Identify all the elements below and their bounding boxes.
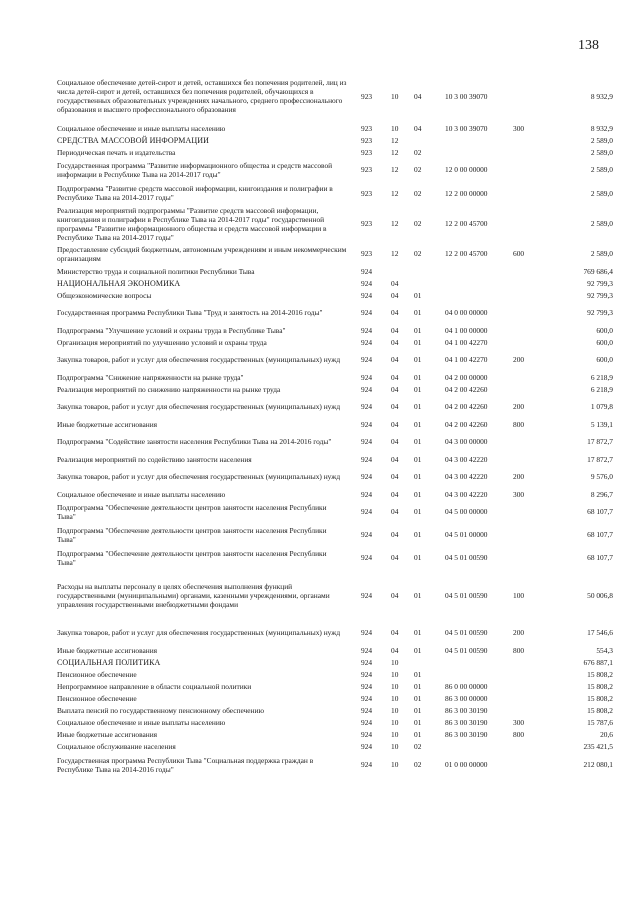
table-row xyxy=(57,465,617,488)
cell-rz: 10 xyxy=(391,693,399,703)
cell-sum: 92 799,3 xyxy=(587,290,613,300)
cell-sum: 1 079,8 xyxy=(590,402,613,411)
table-row xyxy=(57,752,617,777)
table-row xyxy=(57,728,617,740)
cell-name: Закупка товаров, работ и услуг для обеспечения государственных (муниципальных) нужд xyxy=(57,402,341,411)
table-row xyxy=(57,740,617,752)
cell-rz: 12 xyxy=(391,135,399,145)
cell-sum: 15 787,6 xyxy=(587,717,613,727)
cell-csr: 04 1 00 00000 xyxy=(445,325,488,335)
cell-ved: 924 xyxy=(361,693,373,703)
cell-name: Иные бюджетные ассигнования xyxy=(57,645,158,655)
cell-csr: 04 5 01 00000 xyxy=(445,530,488,539)
table-row xyxy=(57,656,617,668)
cell-name: Закупка товаров, работ и услуг для обеспечения государственных (муниципальных) нужд xyxy=(57,355,341,364)
cell-csr: 04 5 01 00590 xyxy=(445,553,488,562)
cell-sum: 15 808,2 xyxy=(587,681,613,691)
cell-pr: 01 xyxy=(414,337,422,347)
cell-sum: 2 589,0 xyxy=(590,135,613,145)
cell-csr: 86 3 00 00000 xyxy=(445,693,488,703)
cell-ved: 923 xyxy=(361,123,373,133)
cell-ved: 924 xyxy=(361,657,373,667)
cell-ved: 924 xyxy=(361,454,373,464)
cell-name: Пенсионное обеспечение xyxy=(57,669,137,679)
cell-name: Социальное обслуживание населения xyxy=(57,741,176,751)
cell-sum: 2 589,0 xyxy=(590,219,613,228)
cell-ved: 924 xyxy=(361,437,373,446)
cell-csr: 01 0 00 00000 xyxy=(445,760,488,769)
cell-rz: 12 xyxy=(391,147,399,157)
cell-pr: 01 xyxy=(414,553,422,562)
table-row xyxy=(57,453,617,465)
cell-name: Периодическая печать и издательства xyxy=(57,147,176,157)
cell-name: Государственная программа "Развитие информационного общества и средств массовой информации в Республике Тыва на 2014-2017 годы" xyxy=(57,160,333,179)
cell-rz: 10 xyxy=(391,741,399,751)
cell-pr: 01 xyxy=(414,729,422,739)
cell-ved: 923 xyxy=(361,135,373,145)
cell-sum: 8 296,7 xyxy=(590,489,613,499)
cell-csr: 04 2 00 42260 xyxy=(445,419,488,429)
cell-rz: 10 xyxy=(391,717,399,727)
cell-pr: 01 xyxy=(414,472,422,481)
table-row xyxy=(57,488,617,500)
cell-rz: 10 xyxy=(391,681,399,691)
cell-name: СОЦИАЛЬНАЯ ПОЛИТИКА xyxy=(57,657,161,667)
cell-csr: 04 5 01 00590 xyxy=(445,645,488,655)
cell-pr: 01 xyxy=(414,693,422,703)
cell-csr: 86 3 00 30190 xyxy=(445,717,488,727)
cell-pr: 02 xyxy=(414,249,422,258)
cell-rz: 04 xyxy=(391,384,399,394)
cell-ved: 924 xyxy=(361,337,373,347)
cell-rz: 04 xyxy=(391,454,399,464)
cell-name: Иные бюджетные ассигнования xyxy=(57,729,158,739)
cell-sum: 5 139,1 xyxy=(590,419,613,429)
cell-pr: 01 xyxy=(414,384,422,394)
cell-ved: 924 xyxy=(361,717,373,727)
table-row xyxy=(57,242,617,265)
cell-rz: 10 xyxy=(391,91,399,101)
cell-pr: 04 xyxy=(414,91,422,101)
table-row xyxy=(57,621,617,644)
cell-pr: 01 xyxy=(414,628,422,637)
page-number: 138 xyxy=(578,38,599,53)
cell-rz: 10 xyxy=(391,729,399,739)
cell-vr: 800 xyxy=(513,645,525,655)
cell-csr: 12 2 00 45700 xyxy=(445,249,488,258)
table-row xyxy=(57,70,617,122)
cell-ved: 924 xyxy=(361,290,373,300)
cell-ved: 924 xyxy=(361,530,373,539)
cell-rz: 04 xyxy=(391,372,399,382)
cell-sum: 600,0 xyxy=(596,325,613,335)
cell-rz: 04 xyxy=(391,355,399,364)
cell-rz: 10 xyxy=(391,760,399,769)
table-row xyxy=(57,546,617,569)
cell-sum: 600,0 xyxy=(596,337,613,347)
cell-name: Социальное обеспечение и иные выплаты населению xyxy=(57,717,226,727)
table-row xyxy=(57,301,617,324)
cell-name: Организация мероприятий по улучшению условий и охраны труда xyxy=(57,337,267,347)
cell-sum: 50 006,8 xyxy=(587,590,613,600)
cell-csr: 04 5 01 00590 xyxy=(445,590,488,600)
table-row xyxy=(57,289,617,301)
cell-ved: 923 xyxy=(361,219,373,228)
cell-csr: 04 2 00 42260 xyxy=(445,384,488,394)
cell-rz: 04 xyxy=(391,628,399,637)
cell-rz: 04 xyxy=(391,553,399,562)
cell-name: Подпрограмма "Содействие занятости населения Республики Тыва на 2014-2016 годы" xyxy=(57,437,332,446)
cell-sum: 212 080,1 xyxy=(583,760,613,769)
cell-csr: 04 5 01 00590 xyxy=(445,628,488,637)
cell-pr: 02 xyxy=(414,147,422,157)
cell-sum: 6 218,9 xyxy=(590,372,613,382)
cell-rz: 12 xyxy=(391,188,399,198)
cell-pr: 01 xyxy=(414,419,422,429)
cell-csr: 10 3 00 39070 xyxy=(445,91,488,101)
cell-pr: 01 xyxy=(414,402,422,411)
cell-rz: 12 xyxy=(391,249,399,258)
cell-csr: 86 3 00 30190 xyxy=(445,729,488,739)
table-row xyxy=(57,371,617,383)
cell-name: Социальное обеспечение и иные выплаты населению xyxy=(57,489,226,499)
cell-rz: 12 xyxy=(391,165,399,174)
cell-ved: 924 xyxy=(361,645,373,655)
cell-name: Государственная программа Республики Тыва "Социальная поддержка граждан в Республике Тыва на 2014-2016 годы" xyxy=(57,755,314,774)
cell-rz: 04 xyxy=(391,290,399,300)
cell-name: Государственная программа Республики Тыва "Труд и занятость на 2014-2016 годы" xyxy=(57,308,323,317)
cell-name: Закупка товаров, работ и услуг для обеспечения государственных (муниципальных) нужд xyxy=(57,472,341,481)
cell-pr: 01 xyxy=(414,290,422,300)
cell-name: НАЦИОНАЛЬНАЯ ЭКОНОМИКА xyxy=(57,278,181,288)
cell-vr: 600 xyxy=(513,249,525,258)
table-row xyxy=(57,430,617,453)
cell-ved: 924 xyxy=(361,355,373,364)
cell-rz: 04 xyxy=(391,325,399,335)
cell-sum: 769 686,4 xyxy=(583,266,613,276)
cell-sum: 2 589,0 xyxy=(590,249,613,258)
cell-csr: 04 3 00 00000 xyxy=(445,437,488,446)
cell-sum: 17 546,6 xyxy=(587,628,613,637)
cell-sum: 15 808,2 xyxy=(587,669,613,679)
cell-rz: 10 xyxy=(391,657,399,667)
cell-vr: 200 xyxy=(513,472,525,481)
cell-vr: 300 xyxy=(513,123,525,133)
cell-name: Закупка товаров, работ и услуг для обеспечения государственных (муниципальных) нужд xyxy=(57,628,341,637)
cell-rz: 04 xyxy=(391,419,399,429)
cell-csr: 86 3 00 30190 xyxy=(445,705,488,715)
cell-ved: 924 xyxy=(361,553,373,562)
cell-ved: 924 xyxy=(361,729,373,739)
table-row xyxy=(57,418,617,430)
cell-ved: 924 xyxy=(361,472,373,481)
cell-csr: 12 0 00 00000 xyxy=(445,165,488,174)
cell-name: Выплата пенсий по государственному пенсионному обеспечению xyxy=(57,705,264,715)
cell-rz: 04 xyxy=(391,645,399,655)
cell-vr: 100 xyxy=(513,590,525,600)
cell-sum: 8 932,9 xyxy=(590,123,613,133)
table-row xyxy=(57,395,617,418)
cell-sum: 6 218,9 xyxy=(590,384,613,394)
cell-name: Предоставление субсидий бюджетным, автономным учреждениям и иным некоммерческим организациям xyxy=(57,244,347,263)
cell-rz: 04 xyxy=(391,437,399,446)
table-row xyxy=(57,146,617,158)
cell-name: Расходы на выплаты персоналу в целях обеспечения выполнения функций государственными (муниципальными) органами, казенными учреждениями, органами управления государственными внебюджетными фондами xyxy=(57,581,330,609)
cell-name: Подпрограмма "Обеспечение деятельности центров занятости населения Республики Тыва" xyxy=(57,502,327,521)
cell-pr: 02 xyxy=(414,219,422,228)
table-row xyxy=(57,716,617,728)
cell-rz: 04 xyxy=(391,308,399,317)
cell-vr: 800 xyxy=(513,419,525,429)
budget-table xyxy=(57,70,617,777)
cell-vr: 800 xyxy=(513,729,525,739)
cell-name: Реализация мероприятий подпрограммы "Развитие средств массовой информации, книгоиздания и полиграфии в Республике Тыва на 2014-2017 годы" государственной программы "Развитие информационного общества и средств массовой информации в Республике Тыва на 2014-2017 годы" xyxy=(57,205,327,242)
cell-pr: 01 xyxy=(414,489,422,499)
cell-sum: 235 421,5 xyxy=(583,741,613,751)
cell-name: Иные бюджетные ассигнования xyxy=(57,419,158,429)
cell-name: Реализация мероприятий по снижению напряженности на рынке труда xyxy=(57,384,281,394)
cell-ved: 924 xyxy=(361,507,373,516)
table-row xyxy=(57,348,617,371)
cell-name: Подпрограмма "Снижение напряженности на рынке труда" xyxy=(57,372,244,382)
cell-csr: 04 3 00 42220 xyxy=(445,489,488,499)
cell-rz: 04 xyxy=(391,507,399,516)
cell-sum: 68 107,7 xyxy=(587,507,613,516)
cell-ved: 924 xyxy=(361,705,373,715)
cell-rz: 12 xyxy=(391,219,399,228)
cell-sum: 92 799,3 xyxy=(587,278,613,288)
table-row xyxy=(57,181,617,205)
cell-name: Подпрограмма "Улучшение условий и охраны труда в Республике Тыва" xyxy=(57,325,286,335)
cell-ved: 924 xyxy=(361,489,373,499)
table-row xyxy=(57,134,617,146)
cell-name: Непрограммное направление в области социальной политики xyxy=(57,681,252,691)
cell-pr: 02 xyxy=(414,760,422,769)
cell-csr: 04 3 00 42220 xyxy=(445,472,488,481)
cell-csr: 04 2 00 00000 xyxy=(445,372,488,382)
cell-pr: 01 xyxy=(414,507,422,516)
table-row xyxy=(57,523,617,546)
cell-pr: 01 xyxy=(414,590,422,600)
cell-name: Пенсионное обеспечение xyxy=(57,693,137,703)
cell-name: Подпрограмма "Развитие средств массовой информации, книгоиздания и полиграфии в Республике Тыва на 2014-2017 годы" xyxy=(57,184,333,202)
cell-vr: 200 xyxy=(513,628,525,637)
cell-csr: 12 2 00 00000 xyxy=(445,188,488,198)
cell-pr: 04 xyxy=(414,123,422,133)
cell-ved: 923 xyxy=(361,165,373,174)
cell-ved: 923 xyxy=(361,91,373,101)
cell-ved: 924 xyxy=(361,308,373,317)
table-row xyxy=(57,500,617,523)
cell-name: Общеэкономические вопросы xyxy=(57,290,152,300)
table-row xyxy=(57,383,617,395)
cell-ved: 924 xyxy=(361,669,373,679)
cell-rz: 04 xyxy=(391,402,399,411)
cell-ved: 924 xyxy=(361,760,373,769)
cell-pr: 01 xyxy=(414,325,422,335)
table-row xyxy=(57,692,617,704)
cell-name: СРЕДСТВА МАССОВОЙ ИНФОРМАЦИИ xyxy=(57,135,210,145)
cell-rz: 04 xyxy=(391,489,399,499)
cell-csr: 04 1 00 42270 xyxy=(445,355,488,364)
cell-sum: 2 589,0 xyxy=(590,188,613,198)
cell-sum: 15 808,2 xyxy=(587,705,613,715)
cell-name: Министерство труда и социальной политики Республики Тыва xyxy=(57,266,255,276)
cell-rz: 04 xyxy=(391,530,399,539)
table-row xyxy=(57,569,617,621)
cell-csr: 04 2 00 42260 xyxy=(445,402,488,411)
cell-sum: 676 887,1 xyxy=(583,657,613,667)
cell-name: Подпрограмма "Обеспечение деятельности центров занятости населения Республики Тыва" xyxy=(57,525,327,544)
cell-sum: 68 107,7 xyxy=(587,530,613,539)
cell-ved: 924 xyxy=(361,590,373,600)
cell-sum: 2 589,0 xyxy=(590,165,613,174)
cell-rz: 10 xyxy=(391,669,399,679)
cell-pr: 02 xyxy=(414,741,422,751)
cell-ved: 923 xyxy=(361,188,373,198)
cell-ved: 924 xyxy=(361,628,373,637)
cell-pr: 01 xyxy=(414,437,422,446)
table-row xyxy=(57,265,617,277)
cell-ved: 924 xyxy=(361,681,373,691)
cell-pr: 01 xyxy=(414,372,422,382)
cell-ved: 924 xyxy=(361,402,373,411)
cell-csr: 04 5 00 00000 xyxy=(445,507,488,516)
cell-sum: 92 799,3 xyxy=(587,308,613,317)
cell-ved: 924 xyxy=(361,384,373,394)
cell-pr: 01 xyxy=(414,645,422,655)
cell-pr: 02 xyxy=(414,165,422,174)
cell-csr: 04 1 00 42270 xyxy=(445,337,488,347)
cell-sum: 2 589,0 xyxy=(590,147,613,157)
cell-name: Подпрограмма "Обеспечение деятельности центров занятости населения Республики Тыва" xyxy=(57,548,327,567)
cell-csr: 04 3 00 42220 xyxy=(445,454,488,464)
table-row xyxy=(57,336,617,348)
cell-pr: 02 xyxy=(414,188,422,198)
cell-ved: 924 xyxy=(361,419,373,429)
cell-pr: 01 xyxy=(414,705,422,715)
cell-name: Социальное обеспечение и иные выплаты населению xyxy=(57,123,226,133)
table-row xyxy=(57,277,617,289)
cell-rz: 10 xyxy=(391,705,399,715)
cell-pr: 01 xyxy=(414,530,422,539)
cell-sum: 15 808,2 xyxy=(587,693,613,703)
cell-pr: 01 xyxy=(414,669,422,679)
cell-ved: 924 xyxy=(361,278,373,288)
cell-pr: 01 xyxy=(414,681,422,691)
cell-vr: 300 xyxy=(513,717,525,727)
table-row xyxy=(57,205,617,242)
table-row xyxy=(57,680,617,692)
cell-pr: 01 xyxy=(414,308,422,317)
cell-name: Социальное обеспечение детей-сирот и детей, оставшихся без попечения родителей, лиц из числа детей-сирот и детей, оставшихся без попечения родителей, обучающихся в государственных образовательных учреждениях начального, среднего профессионального образования и высшего профессионального образования xyxy=(57,78,347,114)
cell-rz: 04 xyxy=(391,337,399,347)
table-row xyxy=(57,704,617,716)
cell-rz: 04 xyxy=(391,590,399,600)
cell-sum: 17 872,7 xyxy=(587,454,613,464)
cell-rz: 04 xyxy=(391,278,399,288)
cell-sum: 68 107,7 xyxy=(587,553,613,562)
cell-csr: 04 0 00 00000 xyxy=(445,308,488,317)
cell-sum: 9 576,0 xyxy=(590,472,613,481)
cell-vr: 200 xyxy=(513,402,525,411)
cell-sum: 600,0 xyxy=(596,355,613,364)
cell-vr: 300 xyxy=(513,489,525,499)
cell-ved: 924 xyxy=(361,372,373,382)
cell-ved: 924 xyxy=(361,741,373,751)
cell-sum: 554,3 xyxy=(596,645,613,655)
cell-rz: 10 xyxy=(391,123,399,133)
cell-ved: 924 xyxy=(361,266,373,276)
cell-ved: 923 xyxy=(361,147,373,157)
cell-csr: 86 0 00 00000 xyxy=(445,681,488,691)
cell-vr: 200 xyxy=(513,355,525,364)
cell-pr: 01 xyxy=(414,355,422,364)
cell-rz: 04 xyxy=(391,472,399,481)
cell-sum: 17 872,7 xyxy=(587,437,613,446)
table-row xyxy=(57,644,617,656)
table-row xyxy=(57,668,617,680)
cell-ved: 924 xyxy=(361,325,373,335)
cell-ved: 923 xyxy=(361,249,373,258)
cell-sum: 8 932,9 xyxy=(590,91,613,101)
cell-pr: 01 xyxy=(414,454,422,464)
cell-csr: 10 3 00 39070 xyxy=(445,123,488,133)
cell-sum: 20,6 xyxy=(600,729,613,739)
table-row xyxy=(57,158,617,181)
cell-pr: 01 xyxy=(414,717,422,727)
table-row xyxy=(57,122,617,134)
cell-csr: 12 2 00 45700 xyxy=(445,219,488,228)
cell-name: Реализация мероприятий по содействию занятости населения xyxy=(57,454,252,464)
table-row xyxy=(57,324,617,336)
